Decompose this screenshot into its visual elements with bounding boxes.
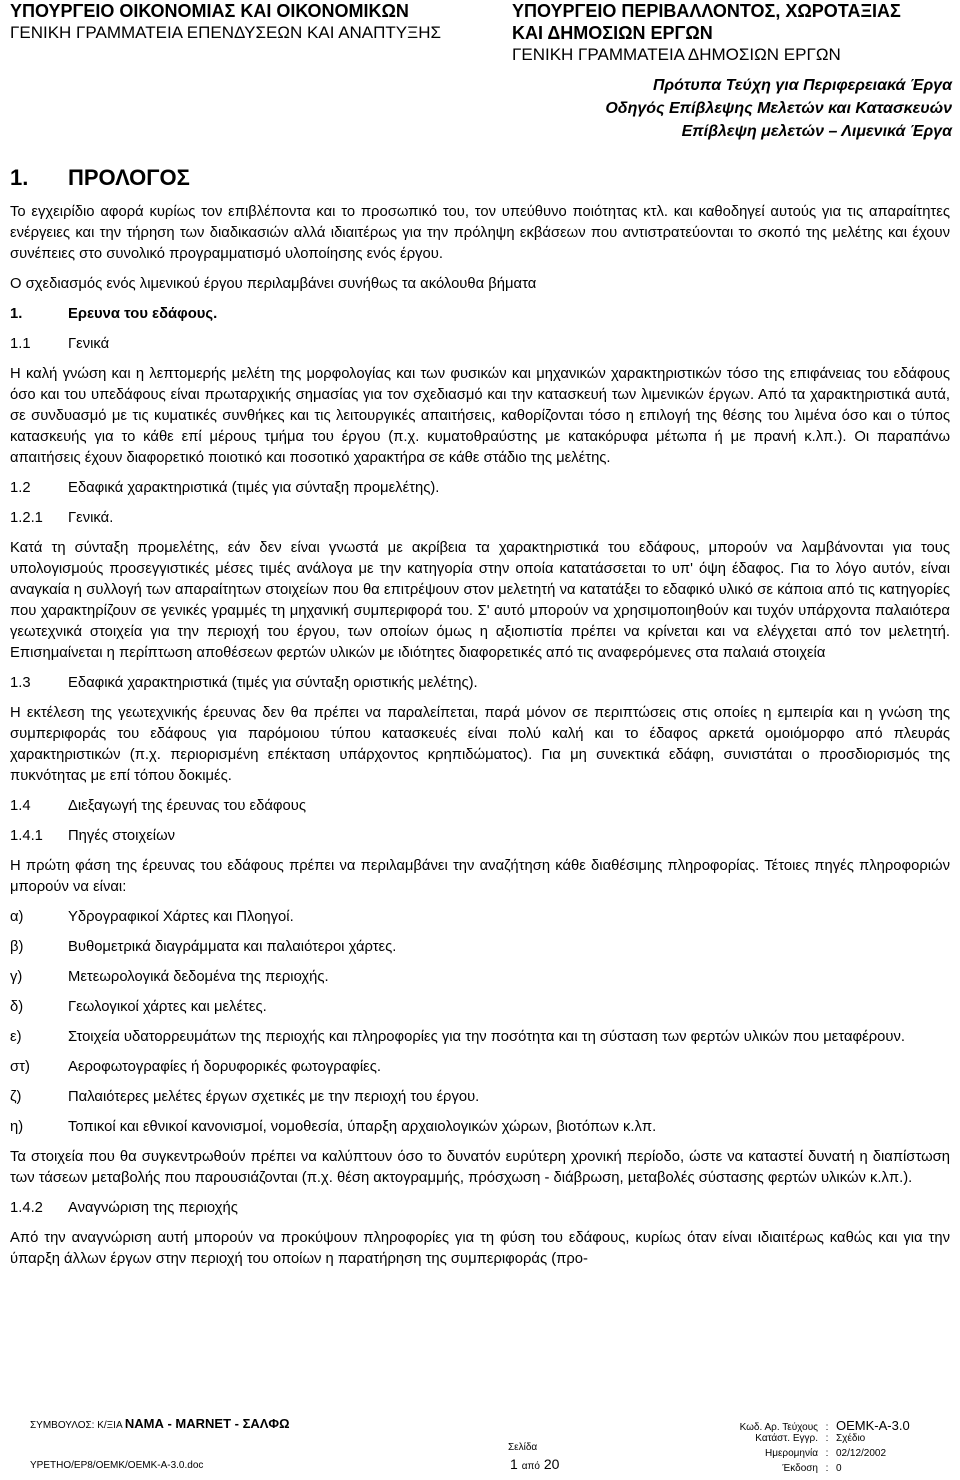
- heading-1-3-title: Εδαφικά χαρακτηριστικά (τιμές για σύνταξη οριστικής μελέτης).: [68, 675, 478, 691]
- list-item: [10, 997, 950, 1018]
- list-item-label: δ): [10, 999, 24, 1015]
- list-item: [10, 967, 950, 988]
- heading-1-number: 1.: [10, 306, 23, 322]
- section-heading: [10, 164, 950, 192]
- meta-row: [716, 1433, 936, 1448]
- document-metadata: [716, 1418, 936, 1478]
- list-item-label: α): [10, 909, 24, 925]
- list-item: [10, 1027, 950, 1048]
- paragraph-1-4-2: Από την αναγνώριση αυτή μπορούν να προκύψουν πληροφορίες για τη φύση του εδάφους, κυρίως όταν είναι ιδιαιτέρως καθώς και για την ύπαρξη άλλων έργων στην περιοχή του οποίων η παρατήρηση της συμπεριφοράς (προ-: [10, 1230, 950, 1267]
- volume-title: Επίβλεψη μελετών – Λιμενικά Έργα: [681, 123, 952, 140]
- list-item-text: Μετεωρολογικά δεδομένα της περιοχής.: [68, 969, 329, 985]
- heading-1-3-number: 1.3: [10, 675, 31, 691]
- heading-1-2-number: 1.2: [10, 480, 31, 496]
- ministry-economy: ΥΠΟΥΡΓΕΙΟ ΟΙΚΟΝΟΜΙΑΣ ΚΑΙ ΟΙΚΟΝΟΜΙΚΩΝ: [10, 1, 409, 21]
- paragraph-1-2-1: Κατά τη σύνταξη προμελέτης, εάν δεν είναι γνωστά με ακρίβεια τα χαρακτηριστικά του εδάφους, μπορούν να λαμβάνονται για τους υπολογισμούς προσεγγιστικές μέσες τιμές ανάλογα με την κατηγορία στην οποία κατατάσσεται το υπ' όψη έδαφος. Για το λόγο αυτόν, είναι αναγκαία η συλλογή των απαραίτητων στοιχείων που θα επιτρέψουν στον μελετητή να κατατάξει το εδαφικό υλικό σε κάποια από τις κατηγορίες που χαρακτηρίζουν σε γενικές γραμμές τη μηχανική συμπεριφορά του. Σ' αυτό μπορούν να χρησιμοποιηθούν και τυχόν υπάρχοντα παλαιότερα γεωτεχνικά στοιχεία για την περιοχή του έργου, των οποίων όμως η αξιοπιστία πρέπει να κρίνεται και να ελέγχεται από τον μελετητή. Επισημαίνεται η περίπτωση αποθέσεων φερτών υλικών με ιδιότητες διαφορετικές από τις αναφερόμενες στα παλαιά στοιχεία: [10, 540, 950, 661]
- heading-1-2: [10, 478, 950, 499]
- meta-row: [716, 1463, 936, 1478]
- consultant-name: ΝΑΜΑ - MARNET - ΣΑΛΦΩ: [124, 1416, 290, 1431]
- list-item-text: Τοπικοί και εθνικοί κανονισμοί, νομοθεσία, ύπαρξη αρχαιολογικών χώρων, βιοτόπων κ.λπ.: [68, 1119, 657, 1135]
- meta-key: Ημερομηνία: [764, 1448, 818, 1459]
- list-item-label: β): [10, 939, 24, 955]
- list-item-text: Γεωλογικοί χάρτες και μελέτες.: [68, 999, 267, 1015]
- paragraph-1-1: Η καλή γνώση και η λεπτομερής μελέτη της μορφολογίας και των φυσικών και μηχανικών χαρακτηριστικών τόσο της επιφάνειας του εδάφους όσο και του υπεδάφους είναι πρωταρχικής σημασίας για τον σχεδιασμό και την κατασκευή των λιμενικών έργων. Από τα χαρακτηριστικά αυτά, σε συνδυασμό με τις κυματικές συνθήκες και τις λειτουργικές απαιτήσεις, καθορίζονται τόσο η επιλογή της θέσης του λιμένα όσο και ο τύπος κατασκευής για το κάθε επί μέρους τμήμα του έργου (π.χ. κυματοθραύστης με κατακόρυφα μέτωπα ή με πρανή κ.λπ.). Οι παραπάνω απαιτήσεις έχουν διαφορετικό ποιοτικό και ποσοτικό χαρακτήρα σε κάθε στάδιο της μελέτης.: [10, 366, 950, 466]
- meta-value: ΟΕΜΚ-Α-3.0: [836, 1418, 910, 1433]
- heading-1-1-title: Γενικά: [68, 336, 110, 352]
- heading-1-1: [10, 334, 950, 355]
- list-item-label: η): [10, 1119, 24, 1135]
- list-item-text: Βυθομετρικά διαγράμματα και παλαιότεροι χάρτες.: [68, 939, 397, 955]
- consultant-label: ΣΥΜΒΟΥΛΟΣ: Κ/ΞΙΑ: [30, 1420, 123, 1431]
- document-titles: [605, 74, 952, 143]
- list-item-text: Υδρογραφικοί Χάρτες και Πλοηγοί.: [68, 909, 294, 925]
- heading-1-4-title: Διεξαγωγή της έρευνας του εδάφους: [68, 798, 306, 814]
- heading-1-title: Ερευνα του εδάφους.: [68, 306, 218, 322]
- page-current: 1: [510, 1456, 518, 1472]
- meta-row: [716, 1448, 936, 1463]
- list-item-label: στ): [10, 1059, 30, 1075]
- meta-value: 02/12/2002: [836, 1448, 887, 1459]
- consultant: [30, 1416, 290, 1431]
- list-item: [10, 1087, 950, 1108]
- heading-1-4-number: 1.4: [10, 798, 31, 814]
- list-item-label: ζ): [10, 1089, 22, 1105]
- page-label: Σελίδα: [508, 1442, 538, 1453]
- meta-colon: :: [825, 1448, 829, 1459]
- meta-colon: :: [825, 1463, 829, 1474]
- heading-1-4-1-number: 1.4.1: [10, 828, 43, 844]
- meta-colon: :: [825, 1433, 829, 1444]
- meta-key: Έκδοση: [782, 1463, 818, 1474]
- secretariat-investments: ΓΕΝΙΚΗ ΓΡΑΜΜΑΤΕΙΑ ΕΠΕΝΔΥΣΕΩΝ ΚΑΙ ΑΝΑΠΤΥΞΗΣ: [10, 23, 441, 42]
- list-item-label: ε): [10, 1029, 22, 1045]
- meta-row: [716, 1418, 936, 1433]
- meta-key: Κωδ. Αρ. Τεύχους: [739, 1422, 818, 1433]
- heading-1-4-2-number: 1.4.2: [10, 1200, 43, 1216]
- meta-colon: :: [825, 1422, 829, 1433]
- paragraph-1-4-1: Η πρώτη φάση της έρευνας του εδάφους πρέπει να περιλαμβάνει την αναζήτηση κάθε διαθέσιμης πληροφορίας. Τέτοιες πηγές πληροφοριών μπορούν να είναι:: [10, 858, 950, 895]
- steps-intro: Ο σχεδιασμός ενός λιμενικού έργου περιλαμβάνει συνήθως τα ακόλουθα βήματα: [10, 276, 537, 292]
- guide-title: Οδηγός Επίβλεψης Μελετών και Κατασκευών: [605, 100, 952, 117]
- heading-1-4-1-title: Πηγές στοιχείων: [68, 828, 176, 844]
- heading-1-4-2: [10, 1198, 950, 1219]
- list-item: [10, 1117, 950, 1138]
- heading-1-2-1-number: 1.2.1: [10, 510, 43, 526]
- list-item: [10, 937, 950, 958]
- document-body: [10, 164, 950, 1279]
- list-item: [10, 907, 950, 928]
- list-item-text: Στοιχεία υδατορρευμάτων της περιοχής και πληροφορίες για την ποσότητα και τη σύσταση των φερτών υλικών που μεταφέρουν.: [68, 1029, 905, 1045]
- ministry-environment-cont: ΚΑΙ ΔΗΜΟΣΙΩΝ ΕΡΓΩΝ: [512, 23, 713, 43]
- heading-1-1-number: 1.1: [10, 336, 31, 352]
- list-item-text: Αεροφωτογραφίες ή δορυφορικές φωτογραφίες.: [68, 1059, 381, 1075]
- section-title: ΠΡΟΛΟΓΟΣ: [68, 165, 190, 190]
- intro-paragraph: Το εγχειρίδιο αφορά κυρίως τον επιβλέποντα και το προσωπικό του, τον υπεύθυνο ποιότητας κτλ. και καθοδηγεί αυτούς για τις απαραίτητες ενέργειες και την τήρηση των διαδικασιών αλλά ιδιαιτέρως για την πρόληψη εκβάσεων που αντιστρατεύονται το σκοπό της μελέτης και έχουν συνέπειες στο συνολικό προγραμματισμό υλοποίησης ενός έργου.: [10, 204, 950, 262]
- page-of: από: [521, 1461, 540, 1472]
- heading-1-4: [10, 796, 950, 817]
- list-item: [10, 1057, 950, 1078]
- header-left: [10, 0, 441, 44]
- heading-1-4-2-title: Αναγνώριση της περιοχής: [68, 1200, 238, 1216]
- ministry-environment: ΥΠΟΥΡΓΕΙΟ ΠΕΡΙΒΑΛΛΟΝΤΟΣ, ΧΩΡΟΤΑΞΙΑΣ: [512, 1, 901, 21]
- paragraph-after-list: Τα στοιχεία που θα συγκεντρωθούν πρέπει να καλύπτουν όσο το δυνατόν ευρύτερη χρονική περίοδο, ώστε να καταστεί δυνατή η διαπίστωση των τάσεων μεταβολής που παρουσιάζονται (π.χ. θέση ακτογραμμής, πρόσχωση - διάβρωση, μεταβολές σύστασης φερτών υλικών κ.λπ.).: [10, 1149, 950, 1186]
- heading-1-2-1-title: Γενικά.: [68, 510, 114, 526]
- meta-value: 0: [836, 1463, 842, 1474]
- meta-value: Σχέδιο: [836, 1433, 866, 1444]
- header-right: [512, 0, 901, 66]
- section-number: 1.: [10, 165, 29, 190]
- secretariat-public-works: ΓΕΝΙΚΗ ΓΡΑΜΜΑΤΕΙΑ ΔΗΜΟΣΙΩΝ ΕΡΓΩΝ: [512, 45, 841, 64]
- heading-1-4-1: [10, 826, 950, 847]
- page-footer: [0, 1410, 960, 1480]
- meta-key: Κατάστ. Εγγρ.: [755, 1433, 818, 1444]
- document-file-path: ΥΡΕΤΗΟ/ΕΡ8/ΟΕΜΚ/ΟΕΜΚ-Α-3.0.doc: [30, 1460, 204, 1471]
- page-total: 20: [543, 1456, 560, 1472]
- series-title: Πρότυπα Τεύχη για Περιφερειακά Έργα: [652, 77, 952, 94]
- heading-1-3: [10, 673, 950, 694]
- list-item-text: Παλαιότερες μελέτες έργων σχετικές με την περιοχή του έργου.: [68, 1089, 480, 1105]
- paragraph-1-3: Η εκτέλεση της γεωτεχνικής έρευνας δεν θα πρέπει να παραλείπεται, παρά μόνον σε περιπτώσεις στις οποίες η εμπειρία και η γνώση της συμπεριφοράς του εδάφους για παρόμοιου τύπου κατασκευές είναι πολύ καλή και το έδαφος αρκετά ομοιόμορφο από πλευράς χαρακτηριστικών (π.χ. περιορισμένη επέκταση υπάρχοντος κρηπιδώματος). Για μη συνεκτικά εδάφη, συνιστάται ο προσδιορισμός της πυκνότητας με επί τόπου δοκιμές.: [10, 705, 950, 784]
- heading-1-2-1: [10, 508, 950, 529]
- page-number: [510, 1456, 559, 1472]
- list-item-label: γ): [10, 969, 23, 985]
- heading-1: [10, 304, 950, 325]
- heading-1-2-title: Εδαφικά χαρακτηριστικά (τιμές για σύνταξη προμελέτης).: [68, 480, 440, 496]
